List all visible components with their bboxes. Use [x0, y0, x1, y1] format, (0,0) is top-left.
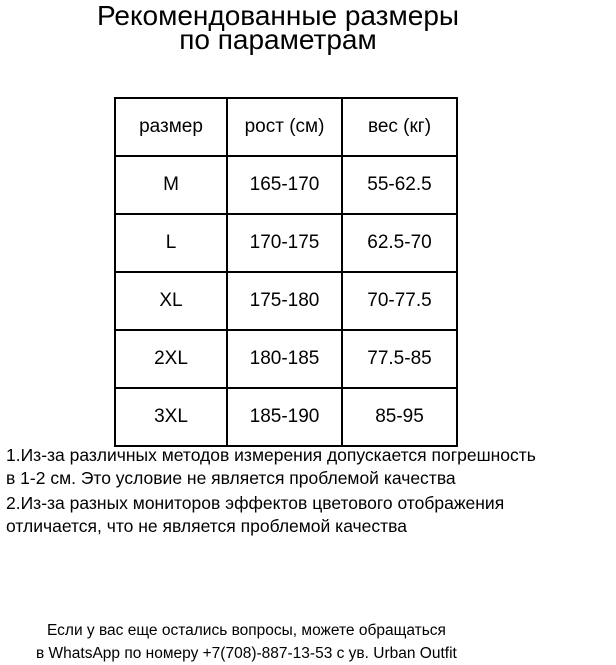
- table-row: [115, 330, 457, 388]
- size-cell: XL: [115, 272, 227, 330]
- size-cell: L: [115, 214, 227, 272]
- column-header-size: размер: [115, 98, 227, 156]
- column-header-height: рост (см): [227, 98, 342, 156]
- contact-whatsapp-text: в WhatsApp по номеру +7(708)-887-13-53 с ув. Urban Outfit: [36, 645, 457, 662]
- weight-cell: 85-95: [342, 388, 457, 446]
- table-row: [115, 272, 457, 330]
- note-monitor-color-cont: отличается, что не является проблемой качества: [6, 516, 408, 536]
- weight-cell: 62.5-70: [342, 214, 457, 272]
- contact-text: Если у вас еще остались вопросы, можете обращаться: [47, 622, 446, 639]
- weight-cell: 77.5-85: [342, 330, 457, 388]
- height-cell: 170-175: [227, 214, 342, 272]
- table-header-row: [115, 98, 457, 156]
- table-row: [115, 214, 457, 272]
- column-header-weight: вес (кг): [342, 98, 457, 156]
- size-cell: M: [115, 156, 227, 214]
- height-cell: 165-170: [227, 156, 342, 214]
- height-cell: 185-190: [227, 388, 342, 446]
- table-row: [115, 388, 457, 446]
- note-measurement-tolerance-cont: в 1-2 см. Это условие не является проблемой качества: [6, 468, 456, 488]
- note-monitor-color: 2.Из-за разных мониторов эффектов цветового отображения: [6, 493, 505, 513]
- weight-cell: 70-77.5: [342, 272, 457, 330]
- size-chart-table: [114, 97, 458, 447]
- page-title: Рекомендованные размеры: [96, 0, 460, 31]
- size-cell: 2XL: [115, 330, 227, 388]
- height-cell: 175-180: [227, 272, 342, 330]
- size-cell: 3XL: [115, 388, 227, 446]
- page-title-line-2: по параметрам: [179, 24, 377, 55]
- weight-cell: 55-62.5: [342, 156, 457, 214]
- table-row: [115, 156, 457, 214]
- height-cell: 180-185: [227, 330, 342, 388]
- note-measurement-tolerance: 1.Из-за различных методов измерения допускается погрешность: [6, 445, 536, 465]
